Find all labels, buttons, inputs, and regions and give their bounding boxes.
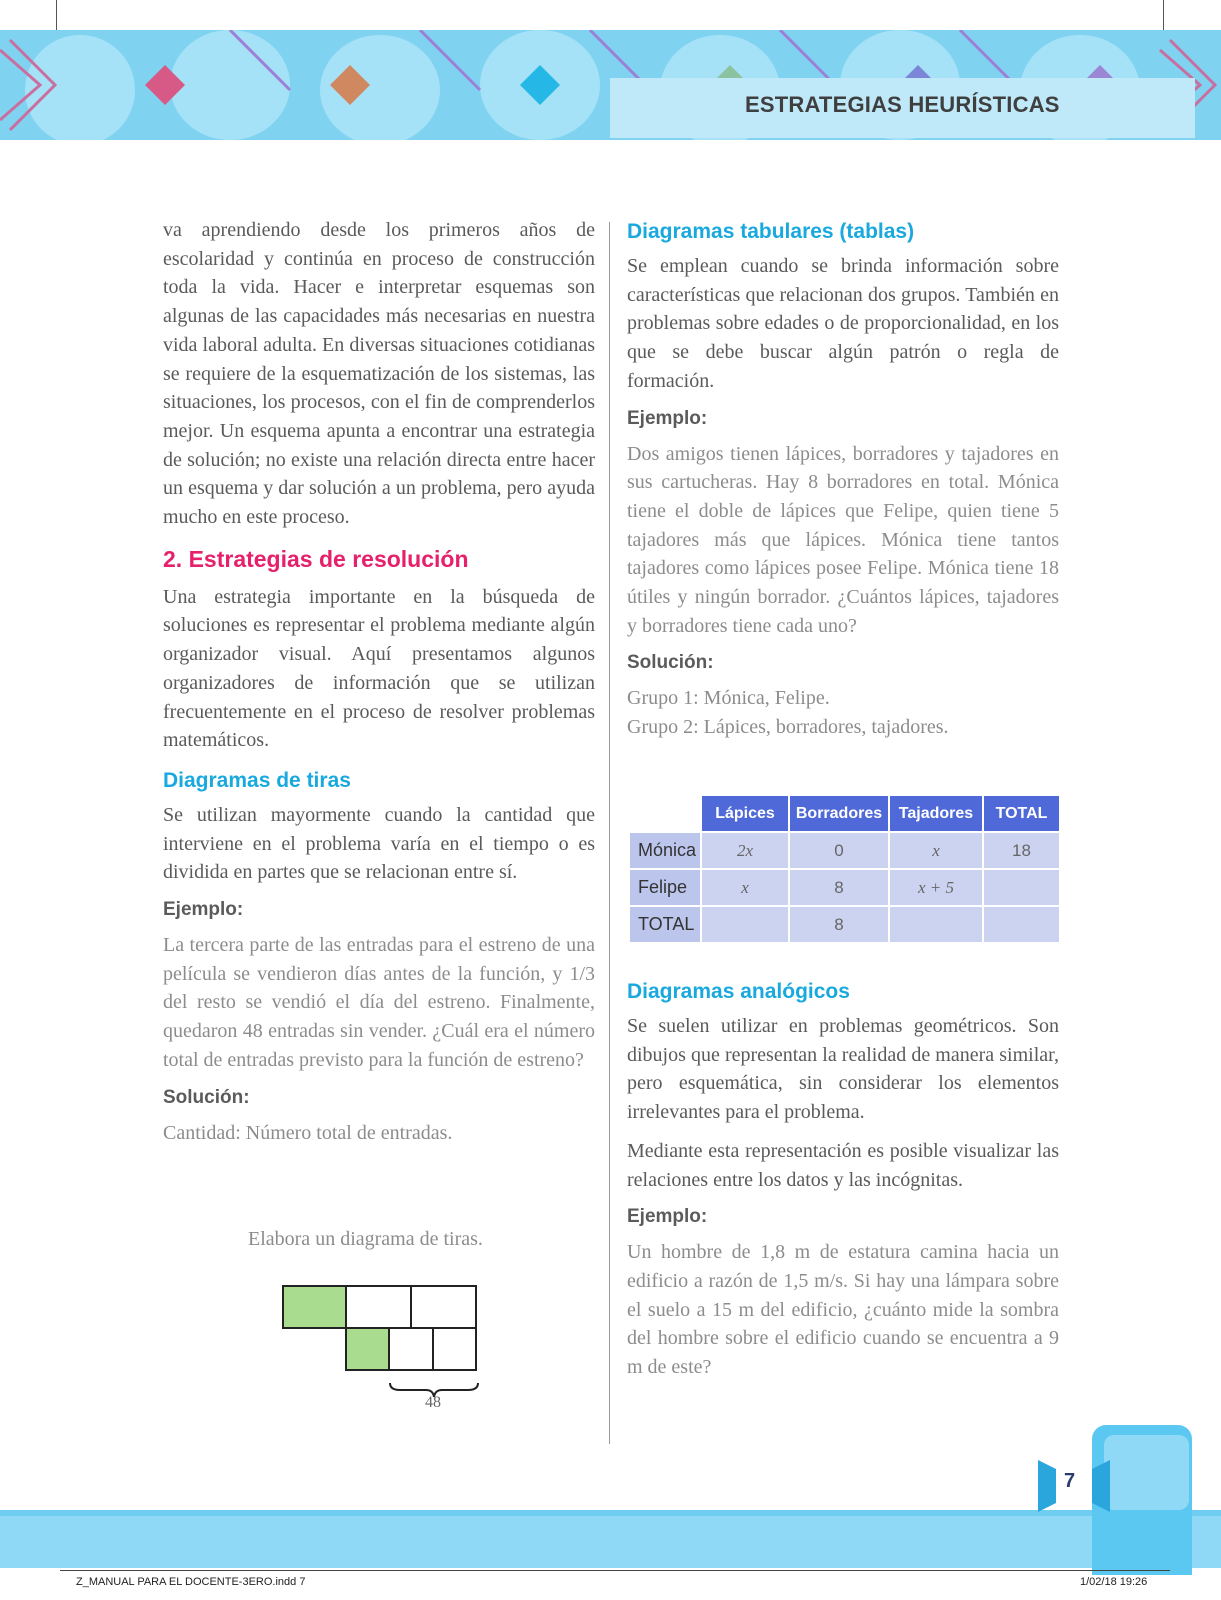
table-row	[630, 870, 1059, 905]
data-table	[628, 794, 1061, 944]
strip-cell	[432, 1327, 477, 1371]
table-row-label: Mónica	[630, 833, 700, 868]
example-paragraph: La tercera parte de las entradas para el estreno de una película se vendieron días antes de la función, y 1/3 del resto se vendió el día del estreno. Finalmente, quedaron 48 entradas sin vender. ¿Cuál era el número total de entradas previsto para la función de estreno?	[163, 934, 595, 1071]
footer-filename: Z_MANUAL PARA EL DOCENTE-3ERO.indd 7	[76, 1576, 306, 1588]
table-cell: 0	[790, 833, 888, 868]
page-tab-inner	[1104, 1435, 1189, 1510]
strip-cell-shaded	[282, 1285, 347, 1329]
solution-instruction: Elabora un diagrama de tiras.	[248, 1228, 483, 1250]
table-cell: 18	[984, 833, 1059, 868]
strip-cell	[345, 1285, 412, 1329]
table-cell	[702, 907, 788, 942]
strip-cell-shaded	[345, 1327, 390, 1371]
table-header-cell: Lápices	[702, 796, 788, 831]
example-paragraph: Dos amigos tienen lápices, borradores y tajadores en sus cartucheras. Hay 8 borradores en total. Mónica tiene el doble de lápices que Felipe, quien tiene 5 tajadores más que lápices. Mónica tiene tantos tajadores como lápices posee Felipe. Mónica tiene 18 útiles y ningún borrador. ¿Cuántos lápices, tajadores y borradores tiene cada uno?	[627, 442, 1059, 637]
section-title: 2. Estrategias de resolución	[163, 545, 469, 572]
tabulares-paragraph: Se emplean cuando se brinda información sobre características que relacionan dos grupos. También en problemas sobre edades o de proporcionalidad, en los que se debe buscar algún patrón o regla de formación.	[627, 255, 1059, 392]
example-label: Ejemplo:	[627, 407, 708, 429]
table-cell	[984, 870, 1059, 905]
group-2-line: Grupo 2: Lápices, borradores, tajadores.	[627, 716, 949, 739]
strip-diagram	[282, 1285, 478, 1435]
subsection-title-analogicos: Diagramas analógicos	[627, 980, 850, 1003]
table-row-label: Felipe	[630, 870, 700, 905]
subsection-title-tiras: Diagramas de tiras	[163, 768, 351, 792]
table-corner	[630, 796, 700, 831]
right-column-lower	[627, 980, 1059, 1382]
footer-rule	[60, 1570, 1170, 1571]
table-row-label: TOTAL	[630, 907, 700, 942]
footer-timestamp: 1/02/18 19:26	[1080, 1576, 1148, 1588]
subsection-title-tabulares: Diagramas tabulares (tablas)	[627, 220, 915, 243]
table-cell: x	[702, 870, 788, 905]
strip-value-label: 48	[425, 1394, 441, 1411]
crop-mark	[1163, 0, 1164, 30]
table-header-row	[630, 796, 1059, 831]
table-cell: 8	[790, 870, 888, 905]
column-divider	[609, 222, 610, 1444]
table-header-cell: TOTAL	[984, 796, 1059, 831]
group-1-line: Grupo 1: Mónica, Felipe.	[627, 687, 830, 710]
strip-cell	[410, 1285, 477, 1329]
table-row	[630, 907, 1059, 942]
footer-band	[0, 1510, 1221, 1568]
tiras-paragraph: Se utilizan mayormente cuando la cantidad que interviene en el problema varía en el tiempo o es dividida en partes que se relacionan entre sí.	[163, 803, 595, 884]
table-cell: 2x	[702, 833, 788, 868]
page-header-title: ESTRATEGIAS HEURÍSTICAS	[745, 92, 1060, 117]
table-header-cell: Tajadores	[890, 796, 982, 831]
table-row	[630, 833, 1059, 868]
table-header-cell: Borradores	[790, 796, 888, 831]
analogicos-paragraph: Se suelen utilizar en problemas geométricos. Son dibujos que representan la realidad de manera similar, pero esquemática, sin considerar los elementos irrelevantes para el problema.	[627, 1015, 1059, 1124]
table-cell	[890, 907, 982, 942]
section-paragraph: Una estrategia importante en la búsqueda de soluciones es representar el problema mediante algún organizador visual. Aquí presentamos algunos organizadores de información que se utilizan frecuentemente en el proceso de resolver problemas matemáticos.	[163, 585, 595, 752]
table-cell: x + 5	[890, 870, 982, 905]
solution-line: Cantidad: Número total de entradas.	[163, 1121, 453, 1144]
example-label: Ejemplo:	[627, 1206, 708, 1228]
table-cell	[984, 907, 1059, 942]
page-number: 7	[1064, 1470, 1076, 1492]
analogicos-paragraph-2: Mediante esta representación es posible visualizar las relaciones entre los datos y las incógnitas.	[627, 1139, 1059, 1191]
right-column	[627, 216, 1059, 742]
intro-paragraph: va aprendiendo desde los primeros años de escolaridad y continúa en proceso de construcción toda la vida. Hacer e interpretar esquemas son algunas de las capacidades más necesarias en nuestra vida laboral adulta. En diversas situaciones cotidianas se requiere de la esquematización de los sistemas, las situaciones, los procesos, con el fin de comprenderlos mejor. Un esquema apunta a encontrar una estrategia de solución; no existe una relación directa entre hacer un esquema y dar solución a un problema, pero ayuda mucho en este proceso.	[163, 219, 595, 529]
crop-mark	[56, 0, 57, 30]
left-column	[163, 216, 595, 1147]
solution-label: Solución:	[627, 652, 714, 674]
table-cell: 8	[790, 907, 888, 942]
solution-label: Solución:	[163, 1086, 250, 1108]
example-label: Ejemplo:	[163, 899, 244, 921]
table-cell: x	[890, 833, 982, 868]
example-paragraph-2: Un hombre de 1,8 m de estatura camina hacia un edificio a razón de 1,5 m/s. Si hay una lámpara sobre el suelo a 15 m del edificio, ¿cuánto mide la sombra del hombre sobre el edificio cuando se encuentra a 9 m de este?	[627, 1241, 1059, 1379]
strip-cell	[388, 1327, 434, 1371]
